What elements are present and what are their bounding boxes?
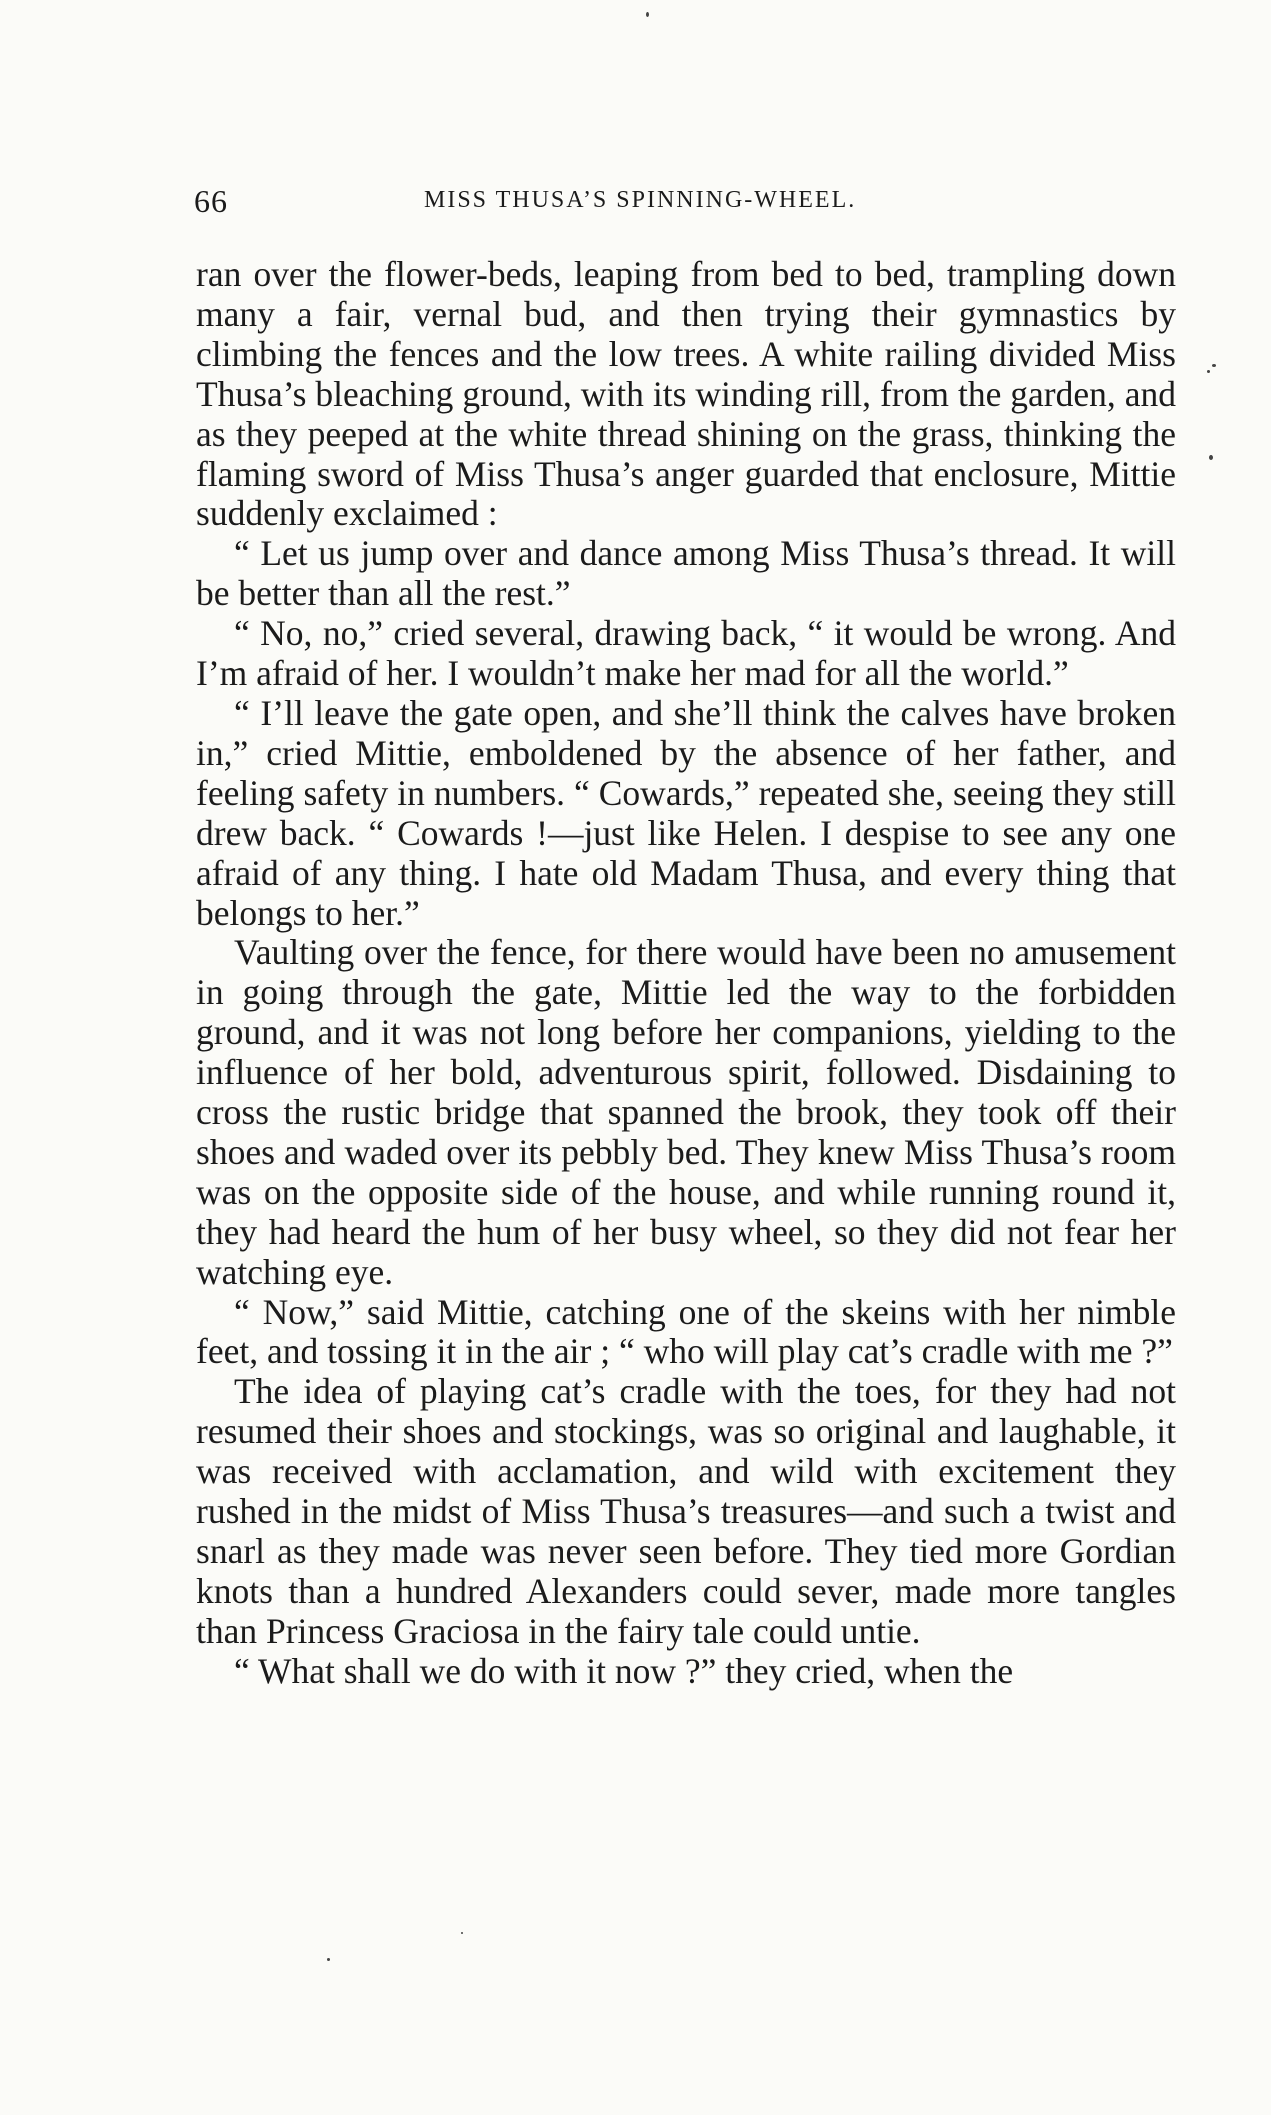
scan-speck bbox=[646, 12, 649, 17]
page-number: 66 bbox=[194, 183, 228, 219]
paragraph: “ I’ll leave the gate open, and she’ll think the calves have broken in,” cried Mittie, emboldened by the absence of her father, and feeling safety in numbers. “ Cowards,” repeated she, seeing they still drew back. “ Cowards !—just like Helen. I despise to see any one afraid of any thing. I hate old Madam Thusa, and every thing that belongs to her.” bbox=[196, 692, 1176, 933]
scan-speck bbox=[327, 1958, 330, 1961]
body-text bbox=[196, 255, 1176, 1692]
paragraph: “ Let us jump over and dance among Miss Thusa’s thread. It will be better than all the rest.” bbox=[196, 533, 1176, 614]
scan-speck bbox=[461, 1932, 463, 1934]
paragraph: ran over the flower-beds, leaping from bed to bed, trampling down many a fair, vernal bud, and then trying their gymnastics by climbing the fences and the low trees. A white railing divided Miss Thusa’s bleaching ground, with its winding rill, from the garden, and as they peeped at the white thread shining on the grass, thinking the flaming sword of Miss Thusa’s anger guarded that enclosure, Mittie suddenly exclaimed : bbox=[196, 254, 1176, 534]
paragraph: “ What shall we do with it now ?” they cried, when the bbox=[234, 1650, 1014, 1691]
paragraph: “ Now,” said Mittie, catching one of the skeins with her nimble feet, and tossing it in the air ; “ who will play cat’s cradle with me ?” bbox=[196, 1291, 1176, 1372]
running-head bbox=[194, 183, 1179, 223]
chapter-title: MISS THUSA’S SPINNING-WHEEL. bbox=[424, 187, 857, 213]
scan-speck bbox=[1209, 455, 1213, 460]
paragraph: The idea of playing cat’s cradle with the toes, for they had not resumed their shoes and stockings, was so original and laughable, it was received with acclamation, and wild with excitement they rushed in the midst of Miss Thusa’s treasures—and such a twist and snarl as they made was never seen before. They tied more Gordian knots than a hundred Alexanders could sever, made more tangles than Princess Graciosa in the fairy tale could untie. bbox=[196, 1371, 1176, 1651]
scan-speck bbox=[1212, 364, 1216, 367]
paragraph: Vaulting over the fence, for there would have been no amusement in going through the gate, Mittie led the way to the forbidden ground, and it was not long before her companions, yielding to the influence of her bold, adventurous spirit, followed. Disdaining to cross the rustic bridge that spanned the brook, they took off their shoes and waded over its pebbly bed. They knew Miss Thusa’s room was on the opposite side of the house, and while running round it, they had heard the hum of her busy wheel, so they did not fear her watching eye. bbox=[196, 932, 1176, 1292]
paragraph: “ No, no,” cried several, drawing back, “ it would be wrong. And I’m afraid of her. I wouldn’t make her mad for all the world.” bbox=[196, 613, 1176, 694]
scan-speck bbox=[1207, 370, 1210, 373]
